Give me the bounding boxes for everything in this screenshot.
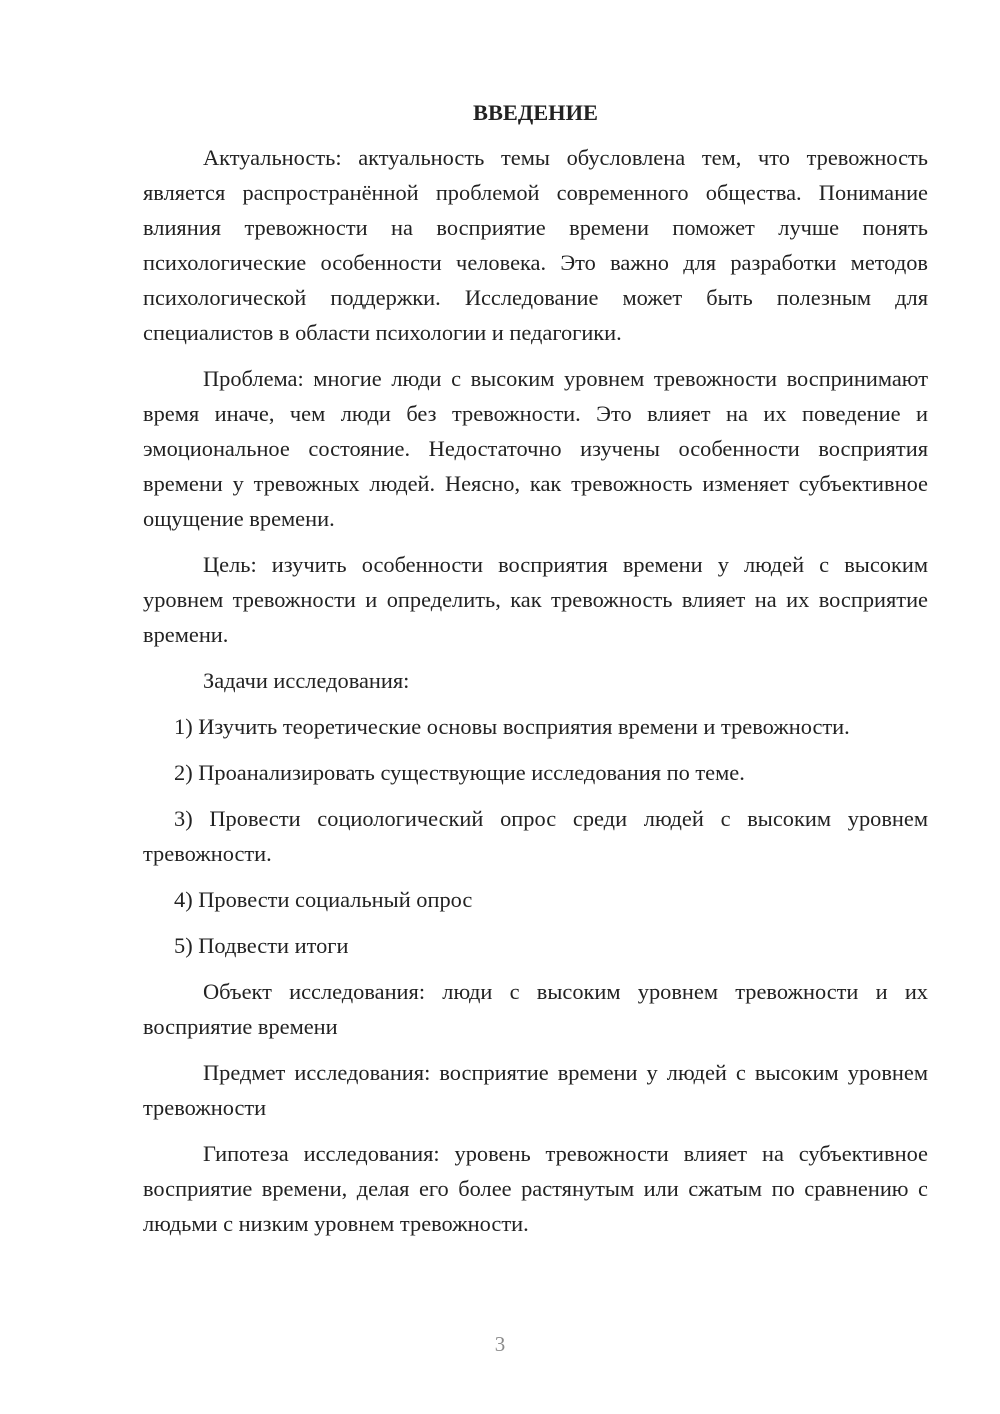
page-title: ВВЕДЕНИЕ <box>473 100 598 125</box>
hypothesis-paragraph: Гипотеза исследования: уровень тревожности влияет на субъективное восприятие времени, делая его более растянутым или сжатым по сравнению с людьми с низким уровнем тревожности. <box>143 1141 928 1236</box>
object-paragraph: Объект исследования: люди с высоким уровнем тревожности и их восприятие времени <box>143 979 928 1039</box>
goal-paragraph: Цель: изучить особенности восприятия времени у людей с высоким уровнем тревожности и определить, как тревожность влияет на их восприятие времени. <box>143 552 928 647</box>
relevance-paragraph: Актуальность: актуальность темы обусловлена тем, что тревожность является распространённой проблемой современного общества. Понимание влияния тревожности на восприятие времени поможет лучше понять психологические особенности человека. Это важно для разработки методов психологической поддержки. Исследование может быть полезным для специалистов в области психологии и педагогики. <box>143 145 928 345</box>
document-page <box>143 95 928 1252</box>
task-item-3: 3) Провести социологический опрос среди людей с высоким уровнем тревожности. <box>143 806 928 866</box>
task-item-5: 5) Подвести итоги <box>174 933 349 958</box>
task-item-4: 4) Провести социальный опрос <box>174 887 473 912</box>
task-item-2: 2) Проанализировать существующие исследования по теме. <box>174 760 745 785</box>
subject-paragraph: Предмет исследования: восприятие времени у людей с высоким уровнем тревожности <box>143 1060 928 1120</box>
task-item-1: 1) Изучить теоретические основы восприятия времени и тревожности. <box>174 714 850 739</box>
tasks-heading: Задачи исследования: <box>203 668 410 693</box>
problem-paragraph: Проблема: многие люди с высоким уровнем тревожности воспринимают время иначе, чем люди без тревожности. Это влияет на их поведение и эмоциональное состояние. Недостаточно изучены особенности восприятия времени у тревожных людей. Неясно, как тревожность изменяет субъективное ощущение времени. <box>143 366 928 531</box>
page-number: 3 <box>494 1332 506 1356</box>
